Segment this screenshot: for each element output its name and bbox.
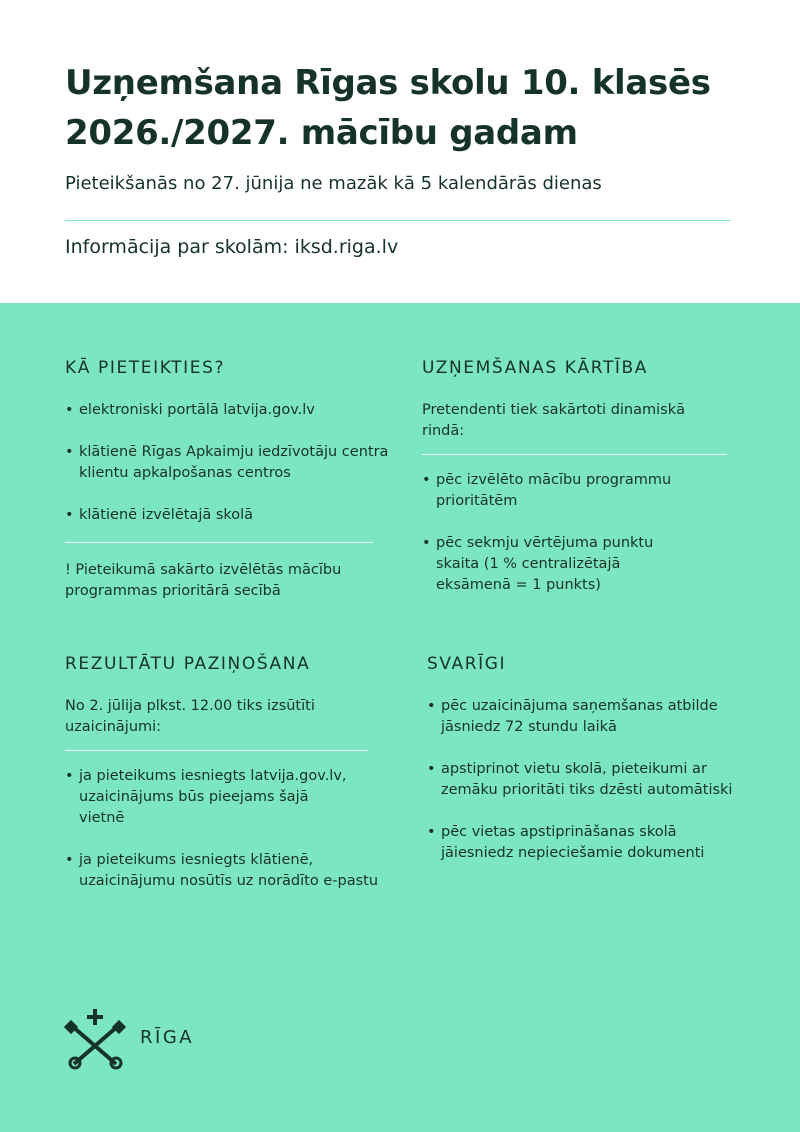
list-item: • elektroniski portālā latvija.gov.lv <box>65 400 389 421</box>
section-results <box>65 652 395 892</box>
section-divider <box>65 750 368 751</box>
section-title: UZŅEMŠANAS KĀRTĪBA <box>422 358 649 378</box>
list-item: • pēc sekmju vērtējuma punktu skaita (1 % centralizētajā eksāmenā = 1 punkts) <box>422 533 681 596</box>
subtitle: Pieteikšanās no 27. jūnija ne mazāk kā 5 kalendārās dienas <box>65 173 602 194</box>
page-title <box>65 58 765 158</box>
section-title: REZULTĀTU PAZIŅOŠANA <box>65 654 311 674</box>
section-title: SVARĪGI <box>427 654 507 674</box>
note-text: ! Pieteikumā sakārto izvēlētās mācību programmas prioritārā secībā <box>65 562 342 599</box>
intro-text: Pretendenti tiek sakārtoti dinamiskā rindā: <box>422 402 685 439</box>
list-item: • apstiprinot vietu skolā, pieteikumi ar zemāku prioritāti tiks dzēsti automātiski <box>427 759 746 801</box>
section-how-to-apply <box>65 356 395 602</box>
section-divider <box>65 542 373 543</box>
section-important <box>427 652 742 864</box>
list-item: • klātienē izvēlētajā skolā <box>65 505 389 526</box>
list-item: • pēc uzaicinājuma saņemšanas atbilde jāsniedz 72 stundu laikā <box>427 696 741 738</box>
list-item: • klātienē Rīgas Apkaimju iedzīvotāju centra klientu apkalpošanas centros <box>65 442 389 484</box>
title-line-2: 2026./2027. mācību gadam <box>65 113 578 153</box>
logo-wordmark: RĪGA <box>140 1027 195 1048</box>
title-line-1: Uzņemšana Rīgas skolu 10. klasēs <box>65 63 711 103</box>
info-line: Informācija par skolām: iksd.riga.lv <box>65 236 399 258</box>
intro-text: No 2. jūlija plkst. 12.00 tiks izsūtīti uzaicinājumi: <box>65 698 315 735</box>
list-item: • ja pieteikums iesniegts klātienē, uzaicinājumu nosūtīs uz norādīto e-pastu <box>65 850 379 892</box>
list-item: • pēc vietas apstiprināšanas skolā jāiesniedz nepieciešamie dokumenti <box>427 822 736 864</box>
section-admission-order <box>422 356 737 596</box>
section-divider <box>422 454 727 455</box>
list-item: • pēc izvēlēto mācību programmu prioritātēm <box>422 470 726 512</box>
section-title: KĀ PIETEIKTIES? <box>65 358 226 378</box>
header-divider <box>65 220 730 221</box>
list-item: • ja pieteikums iesniegts latvija.gov.lv, uzaicinājums būs pieejams šajā vietnē <box>65 766 354 829</box>
header <box>0 0 800 303</box>
